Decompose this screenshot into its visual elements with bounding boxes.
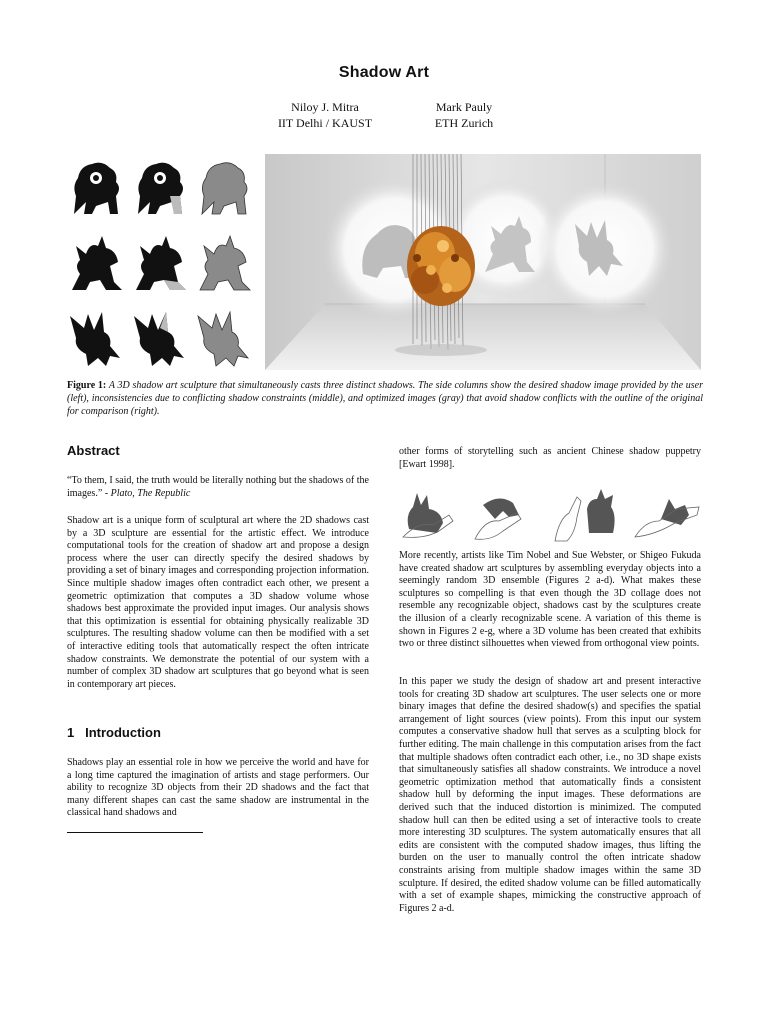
section-title: Introduction xyxy=(85,725,161,740)
right-column-paragraph-1: More recently, artists like Tim Nobel and Sue Webster, or Shigeo Fukuda have created shadow art sculptures by assembling everyday objects into a seemingly random 3D ensemble (Figures 2 a-d). What makes these sculptures so compelling is that even though the 3D collage does not resemble any recognizable object, shadows cast by the sculptures create the illusion of a clearly recognizable scene. A variation of this theme is shown in Figures 2 e-g, where a 3D volume has been created that exhibits two or three distinct silhouettes when viewed from orthogonal view points. xyxy=(399,550,701,650)
quote-text: “To them, I said, the truth would be literally nothing but the shadows of the images.” - xyxy=(67,475,369,499)
right-column-paragraph-0: other forms of storytelling such as ancient Chinese shadow puppetry [Ewart 1998]. xyxy=(399,446,701,470)
hand-shadow-1 xyxy=(403,493,453,537)
griffin-silhouette-optimized xyxy=(194,232,252,296)
eagle-silhouette-optimized xyxy=(194,308,252,372)
sculpture xyxy=(407,226,475,306)
quote-source: Plato, The Republic xyxy=(110,487,191,499)
shadow-silhouette-grid xyxy=(66,156,252,370)
author-1-affiliation: IIT Delhi / KAUST xyxy=(277,116,373,130)
paper-title: Shadow Art xyxy=(338,64,430,81)
introduction-paragraph-1: Shadows play an essential role in how we perceive the world and have for a long time captured the imagination of artists and stage performers. Our ability to recognize 3D objects from their 2D shadows and the fact that many different shapes can cast the same shadow are instrumental in the classical hand shadows and xyxy=(67,757,369,819)
griffin-silhouette-conflict xyxy=(130,232,188,296)
footnote-rule xyxy=(67,832,203,833)
shadow-sculpture-render xyxy=(265,154,701,370)
right-column-paragraph-2: In this paper we study the design of shadow art and present interactive tools for creating 3D shadow art sculptures. The user selects one or more binary images that define the desired shadow(s) and specifies the spatial arrangement of light sources (view points). From this input our system computes a conservative shadow hull that serves as a sculpting block for further editing. The main challenge in this computation arises from the fact that multiple shadows often contradict each other, i.e., no 3D shape exists that simultaneously satisfies all shadow constraints. We introduce a novel geometric optimization method that automatically finds a consistent shadow hull by deforming the input images. These deformations are derived such that the induced distortion is minimized. The computed shadow hull can then be edited using a set of interactive tools to create more interesting 3D sculptures. The system automatically ensures that all edits are consistent with the computed shadow images, thus lifting the burden on the user to manually control the often intricate shadow constraints arising from multiple shadow images within the same 3D sculpture. If desired, the edited shadow volume can be filled automatically with a set of example shapes, mimicking the constructive approach of Figures 2 a-d. xyxy=(399,676,701,914)
lion-silhouette-input xyxy=(66,156,124,220)
figure-1-caption-text: A 3D shadow art sculpture that simultaneously casts three distinct shadows. The side columns show the desired shadow image provided by the user (left), inconsistencies due to conflicting shadow constraints (middle), and optimized images (gray) that avoid shadow conflicts with the outline of the original for comparison (right). xyxy=(67,380,704,417)
figure-1-label: Figure 1: xyxy=(67,380,107,391)
hand-shadow-4 xyxy=(635,499,699,537)
abstract-body: Shadow art is a unique form of sculptural art where the 2D shadows cast by a 3D sculpture are essential for the artistic effect. We introduce computational tools for the creation of shadow art and propose a design process where the user can directly specify the desired shadows by providing a set of binary images and corresponding projection information. Since multiple shadow images often contradict each other, we present a geometric optimization that computes a 3D shadow volume whose shadows best approximate the provided input images. Our analysis shows that this optimization is essential for obtaining physically realizable 3D sculptures. The resulting shadow volume can then be modified with a set of interactive editing tools that automatically respect the often intricate shadow constraints. We demonstrate the potential of our system with a number of complex 3D shadow art sculptures that go beyond what is seen in contemporary art pieces. xyxy=(67,515,369,690)
hand-shadow-3 xyxy=(555,489,615,541)
lion-silhouette-optimized xyxy=(194,156,252,220)
lion-silhouette-conflict xyxy=(130,156,188,220)
author-2-affiliation: ETH Zurich xyxy=(434,116,494,130)
hand-shadow-2 xyxy=(475,498,521,539)
section-number: 1 xyxy=(67,725,75,740)
abstract-quote xyxy=(67,475,369,500)
author-1-name: Niloy J. Mitra xyxy=(291,100,359,114)
figure-1-caption xyxy=(67,379,703,418)
author-2-name: Mark Pauly xyxy=(435,100,493,114)
abstract-heading: Abstract xyxy=(67,443,120,458)
griffin-silhouette-input xyxy=(66,232,124,296)
hand-shadow-figure xyxy=(399,485,701,543)
author-1 xyxy=(255,99,395,131)
introduction-heading xyxy=(67,725,161,740)
eagle-silhouette-input xyxy=(66,308,124,372)
author-2 xyxy=(400,99,528,131)
eagle-silhouette-conflict xyxy=(130,308,188,372)
